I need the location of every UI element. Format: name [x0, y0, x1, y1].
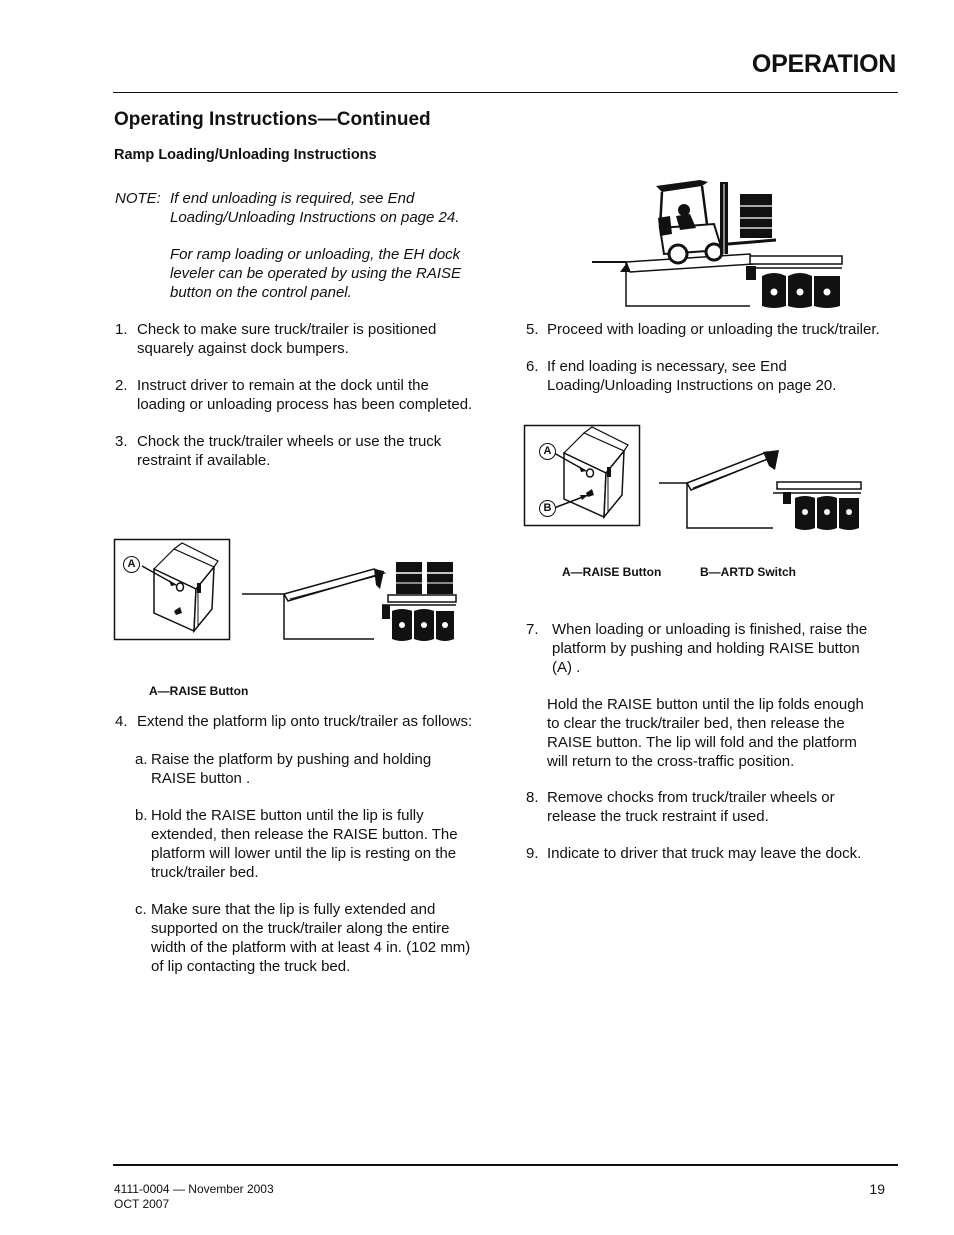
- step-4c-line-2: supported on the truck/trailer along the entire: [151, 920, 450, 937]
- step-4c-letter: c.: [135, 901, 147, 918]
- page-subtitle: Ramp Loading/Unloading Instructions: [114, 147, 377, 163]
- step-2-number: 2.: [115, 377, 128, 394]
- step-6-number: 6.: [526, 358, 539, 375]
- step-4-text: Extend the platform lip onto truck/trailer as follows:: [137, 713, 473, 730]
- step-4c-line-1: Make sure that the lip is fully extended and: [151, 901, 436, 918]
- note-para2-line-2: leveler can be operated by using the RAISE: [170, 265, 462, 282]
- step-4c-line-4: of lip contacting the truck bed.: [151, 958, 351, 975]
- step-4b-line-1: Hold the RAISE button until the lip is fully: [151, 807, 424, 824]
- step-6-line-1: If end loading is necessary, see End: [547, 358, 787, 375]
- footer-rule: [113, 1164, 898, 1166]
- step-8-line-2: release the truck restraint if used.: [547, 808, 769, 825]
- step-3-number: 3.: [115, 433, 128, 450]
- header-rule: [113, 92, 898, 93]
- step-7-para2-line-4: will return to the cross-traffic position.: [547, 753, 795, 770]
- callout-a-right: A: [539, 443, 556, 460]
- step-1-line-1: Check to make sure truck/trailer is positioned: [137, 321, 437, 338]
- step-4a-letter: a.: [135, 751, 148, 768]
- step-4a-line-1: Raise the platform by pushing and holding: [151, 751, 432, 768]
- step-4c-line-3: width of the platform with at least 4 in. (102 mm): [151, 939, 471, 956]
- note-label: NOTE:: [115, 190, 161, 207]
- step-8-number: 8.: [526, 789, 539, 806]
- step-4b-line-2: extended, then release the RAISE button. The: [151, 826, 458, 843]
- step-9-number: 9.: [526, 845, 539, 862]
- footer-revision: OCT 2007: [114, 1197, 170, 1211]
- caption-raise-button-right: A—RAISE Button: [562, 565, 662, 579]
- step-7-line-1: When loading or unloading is finished, raise the: [552, 621, 868, 638]
- step-3-line-2: restraint if available.: [137, 452, 271, 469]
- step-7-number: 7.: [526, 621, 539, 638]
- step-1-line-2: squarely against dock bumpers.: [137, 340, 349, 357]
- step-7-para2-line-3: RAISE button. The lip will fold and the platform: [547, 734, 857, 751]
- step-4b-letter: b.: [135, 807, 148, 824]
- page-title: Operating Instructions—Continued: [114, 109, 431, 130]
- note-line-2: Loading/Unloading Instructions on page 24.: [170, 209, 460, 226]
- control-panel-illustration-left: [114, 539, 231, 641]
- step-4a-line-2: RAISE button .: [151, 770, 251, 787]
- step-7-para2-line-2: to clear the truck/trailer bed, then release the: [547, 715, 845, 732]
- step-8-line-1: Remove chocks from truck/trailer wheels or: [547, 789, 835, 806]
- caption-artd-switch: B—ARTD Switch: [700, 565, 796, 579]
- note-para2-line-1: For ramp loading or unloading, the EH dock: [170, 246, 461, 263]
- step-6-line-2: Loading/Unloading Instructions on page 20.: [547, 377, 837, 394]
- caption-raise-button-left: A—RAISE Button: [149, 684, 249, 698]
- step-5-line-1: Proceed with loading or unloading the truck/trailer.: [547, 321, 880, 338]
- step-2-line-2: loading or unloading process has been completed.: [137, 396, 473, 413]
- dock-leveler-illustration-left: [242, 559, 460, 645]
- step-4-number: 4.: [115, 713, 128, 730]
- step-1-number: 1.: [115, 321, 128, 338]
- callout-a-left: A: [123, 556, 140, 573]
- step-4b-line-3: platform will lower until the lip is resting on the: [151, 845, 457, 862]
- forklift-loading-illustration: [590, 172, 844, 312]
- step-2-line-1: Instruct driver to remain at the dock until the: [137, 377, 429, 394]
- step-7-line-3: (A) .: [552, 659, 581, 676]
- step-7-para2-line-1: Hold the RAISE button until the lip folds enough: [547, 696, 864, 713]
- step-7-line-2: platform by pushing and holding RAISE button: [552, 640, 860, 657]
- footer-doc-number: 4111-0004 — November 2003: [114, 1182, 274, 1196]
- step-4b-line-4: truck/trailer bed.: [151, 864, 259, 881]
- section-title: OPERATION: [751, 50, 896, 78]
- page-number: 19: [869, 1181, 885, 1197]
- note-para2-line-3: button on the control panel.: [170, 284, 352, 301]
- step-3-line-1: Chock the truck/trailer wheels or use the truck: [137, 433, 442, 450]
- note-line-1: If end unloading is required, see End: [170, 190, 415, 207]
- step-9-line-1: Indicate to driver that truck may leave the dock.: [547, 845, 862, 862]
- callout-b-right: B: [539, 500, 556, 517]
- dock-leveler-illustration-right: [657, 448, 863, 532]
- step-5-number: 5.: [526, 321, 539, 338]
